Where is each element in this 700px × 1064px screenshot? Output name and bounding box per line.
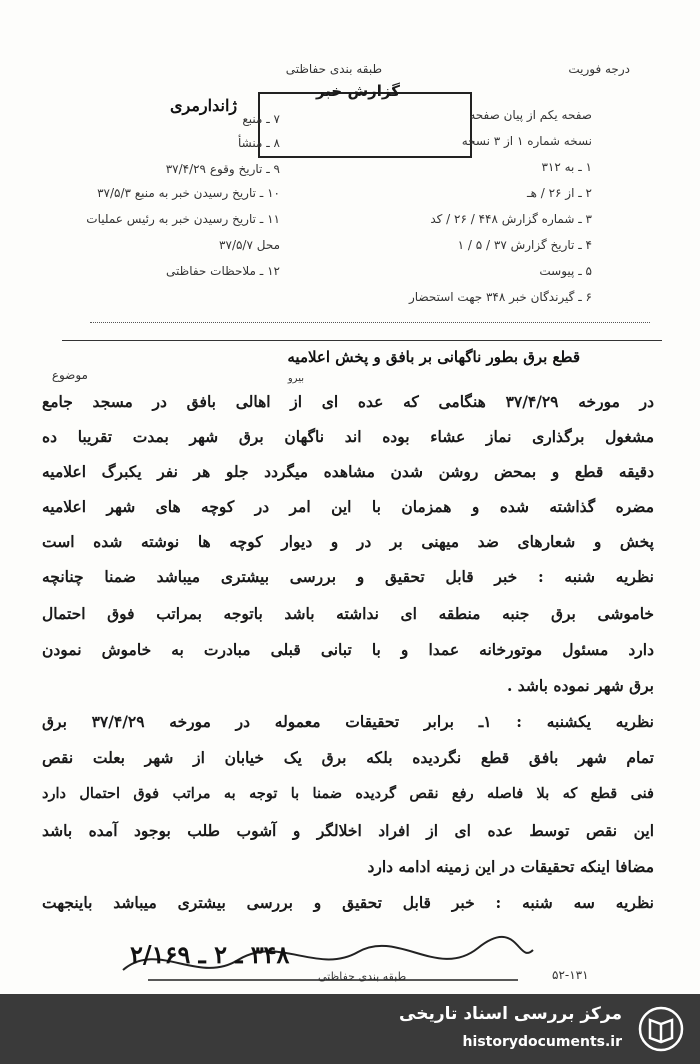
body-line: در مورخه ۳۷/۴/۲۹ هنگامی که عده ای از اهالی بافق در مسجد جامع xyxy=(42,392,654,411)
field-source: ۷ ـ منبع xyxy=(242,112,280,126)
field-security-notes: ۱۲ ـ ملاحظات حفاظتی xyxy=(166,264,280,278)
body-line: فنی قطع که بلا فاصله رفع نقص گردیده ضمنا با توجه به مراتب فوق احتمال دارد xyxy=(42,785,654,802)
copy-info: نسخه شماره ۱ از ۳ نسخه xyxy=(461,134,592,148)
body-line: دارد مسئول موتورخانه عمدا و با تبانی قبلی مبادرت به خاموش نمودن xyxy=(42,640,654,659)
body-line: مضره گذاشته شده و همزمان با این امر در کوچه های شهر اعلامیه xyxy=(42,497,654,516)
field-event-date: ۹ ـ تاریخ وقوع ۳۷/۴/۲۹ xyxy=(165,162,280,176)
body-line: برق شهر نموده باشد . xyxy=(506,676,654,695)
field-report-date: ۴ ـ تاریخ گزارش ۳۷ / ۵ / ۱ xyxy=(457,238,592,252)
footer-site-name: مرکز بررسی اسناد تاریخی xyxy=(399,1004,622,1024)
body-line: نظریه سه شنبه : خبر قابل تحقیق و بررسی بیشتری میباشد باینجهت xyxy=(42,893,654,912)
field-receipt-date-source: ۱۰ ـ تاریخ رسیدن خبر به منبع ۳۷/۵/۳ xyxy=(97,186,280,200)
form-code: ۵۲-۱۳۱ xyxy=(552,968,589,982)
subject-note: بیرو xyxy=(287,373,304,384)
book-logo-icon xyxy=(638,1006,684,1052)
header-divider xyxy=(62,340,662,341)
field-report-number: ۳ ـ شماره گزارش ۴۴۸ / ۲۶ / کد xyxy=(430,212,592,226)
field-from: ۲ ـ از ۲۶ / هـ xyxy=(527,186,592,200)
report-title: گزارش خبر xyxy=(315,82,400,100)
field-attachment: ۵ ـ پیوست xyxy=(539,264,592,278)
dotted-rule xyxy=(90,322,650,323)
body-line: خاموشی برق جنبه منطقه ای نداشته باشد باتوجه بمراتب فوق احتمال xyxy=(42,604,654,623)
body-line: دقیقه قطع و بمحض روشن شدن مشاهده میگردد جلو هر نفر یکبرگ اعلامیه xyxy=(42,462,654,481)
body-line: نظریه یکشنبه : ۱ـ برابر تحقیقات معموله در مورخه ۳۷/۴/۲۹ برق xyxy=(42,712,654,731)
body-line: نظریه شنبه : خبر قابل تحقیق و بررسی بیشتری میباشد ضمنا چنانچه xyxy=(42,567,654,586)
body-line: مضافا اینکه تحقیقات در این زمینه ادامه دارد xyxy=(367,857,654,876)
subject-text: قطع برق بطور ناگهانی بر بافق و پخش اعلامیه xyxy=(287,348,580,366)
field-origin: ۸ ـ منشأ xyxy=(237,136,280,150)
report-stamp-box xyxy=(258,92,472,158)
handwritten-ref: ۳۴۸ ـ ۲ ـ ۲/۱۶۹ xyxy=(130,940,290,969)
field-to: ۱ ـ به ۳۱۲ xyxy=(541,160,592,174)
body-line: پخش و شعارهای ضد میهنی بر در و دیوار کوچه ها نوشته شده است xyxy=(42,532,654,551)
field-receipt-date-ops: ۱۱ ـ تاریخ رسیدن خبر به رئیس عملیات xyxy=(86,212,280,226)
subject-label: موضوع xyxy=(51,368,88,382)
body-line: تمام شهر بافق قطع نگردیده بلکه برق یک خیابان از شهر بعلت نقص xyxy=(42,748,654,767)
footer-site-url: historydocuments.ir xyxy=(462,1034,622,1050)
field-place: محل ۳۷/۵/۷ xyxy=(219,238,280,252)
body-line: این نقص توسط عده ای از افراد اخلالگر و آشوب طلب بوجود آمده باشد xyxy=(42,821,654,840)
page-info: صفحه یکم از پیان صفحه xyxy=(469,108,592,122)
classification-label-top: طبقه بندی حفاظتی xyxy=(285,62,382,76)
org-name: ژاندارمری xyxy=(170,96,238,115)
priority-label: درجه فوریت xyxy=(568,62,630,76)
body-line: مشغول برگذاری نماز عشاء بوده اند ناگهان برق شهر بمدت تقریبا ده xyxy=(42,427,654,446)
field-recipients: ۶ ـ گیرندگان خبر ۳۴۸ جهت استحضار xyxy=(409,290,592,304)
classification-label-bottom: طبقه بندی حفاظتی xyxy=(318,970,407,983)
